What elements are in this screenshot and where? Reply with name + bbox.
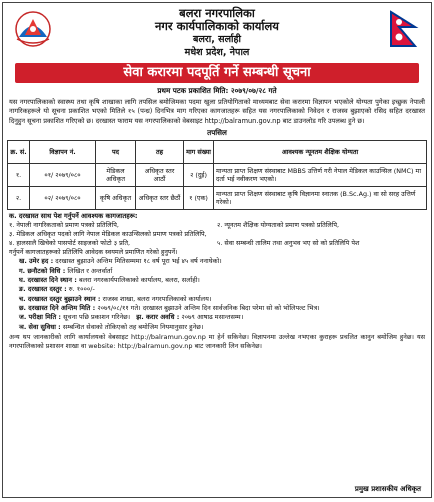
- term-item: [19, 257, 425, 266]
- notice-page: [2, 2, 432, 498]
- term-label: च. दरखास्त दस्तुर बुझाउने स्थान :: [19, 294, 101, 303]
- cell-ad-number: ०१/ २०७९/०८०: [30, 164, 96, 187]
- doc-item: ३. मेडिकल अधिकृत पदको लागि नेपाल मेडिकल काउन्सिलको प्रमाण पत्रको प्रतिलिपि,: [9, 230, 207, 239]
- table-row: [8, 187, 427, 210]
- col-serial: क्र. सं.: [8, 141, 30, 164]
- cell-demand: २ (दुई): [184, 164, 214, 187]
- nepal-emblem-icon: [11, 9, 55, 49]
- term-label: ग. छनौटको विधि :: [19, 266, 66, 275]
- vacancy-table: [7, 140, 427, 210]
- cell-level: अधिकृत स्तर आठौं: [136, 164, 184, 187]
- publication-date: प्रथम पटक प्रकाशित मिति: २०७९/०७/२८ गते: [157, 86, 277, 95]
- term-text: लिखित र अन्तर्वार्ता: [67, 266, 113, 275]
- term-label: ङ. दरखास्त दस्तुर :: [19, 285, 67, 294]
- footer-note: अन्य थप जानकारीको लागि कार्यालयको वेबसाइट http://balramun.gov.np मा हेर्न सकिनेछ। विज्ञापनमा उल्लेख नभएका कुराहरू प्रचलित कानुन बमोजिम हुनेछ। यस नगरपालिकाको प्रशासन शाखा वा website: http://balramun.gov.np बाट जानकारी लिन सकिनेछ।: [9, 332, 425, 350]
- doc-item: गर्नुपर्ने कागजातहरूको प्रतिलिपि आवेदक स्वयमले प्रमाणित गरेको हुनुपर्ने।: [9, 248, 178, 257]
- cell-demand: १ (एक): [184, 187, 214, 210]
- term-item: [19, 313, 425, 322]
- doc-item: ४. हालसालै खिचेको पासपोर्ट साइजको फोटो ३ प्रति,: [9, 239, 131, 248]
- documents-heading: क. दरखास्त साथ पेश गर्नुपर्ने आवश्यक कागजातहरू:: [9, 212, 138, 221]
- term-text: २०७९ आषाढ मसान्तसम्म।: [181, 313, 244, 322]
- term-label: छ. दरखास्त दिने अन्तिम मिति :: [19, 303, 96, 312]
- office-name: नगर कार्यपालिकाको कार्यालय: [155, 19, 279, 33]
- cell-qualification: मान्यता प्राप्त शिक्षण संस्थाबाट कृषि विज्ञानमा स्नातक (B.Sc.Ag.) वा सो सरह उत्तिर्ण गरेको।: [214, 187, 427, 210]
- term-label: ज. परीक्षा मिति :: [19, 313, 62, 322]
- table-title: तपसिल: [207, 128, 227, 138]
- term-item: [19, 295, 425, 304]
- term-label: ख. उमेर हद :: [19, 257, 54, 266]
- col-level: तह: [136, 141, 184, 164]
- term-item: [19, 276, 425, 285]
- table-row: [8, 164, 427, 187]
- term-text: सम्बन्धित सेवाको तोकिएको तह बमोजिम नियमानुसार हुनेछ।: [62, 322, 204, 331]
- office-location: बलरा, सर्लाही: [193, 34, 241, 45]
- term-text: सूचना पछि प्रकाशन गरिनेछ।: [63, 313, 131, 322]
- term-text: २०७९/०८/११ गते। दरखास्त बुझाउने अन्तिम दिन सार्वजनिक बिदा परेमा सो को भोलिपल्ट भित्र।: [97, 303, 320, 312]
- col-ad-number: विज्ञापन नं.: [30, 141, 96, 164]
- term-item: [19, 304, 425, 313]
- term-text: बलरा नगरकार्यपालिकाको कार्यालय, बलरा, सर्लाही।: [78, 276, 200, 285]
- documents-section: [3, 212, 431, 221]
- term-item: [19, 323, 425, 332]
- cell-serial: १.: [8, 164, 30, 187]
- terms-list: [3, 257, 431, 331]
- term-item: [19, 267, 425, 276]
- notice-title-banner: सेवा करारमा पदपूर्ति गर्ने सम्बन्धी सूचना: [15, 63, 419, 83]
- intro-paragraph: यस नगरपालिकाको स्वास्थ्य तथा कृषि शाखाका लागि तपसिल बमोजिमका पदमा खुला प्रतियोगिताको माध्यमबाट सेवा करारमा विज्ञापन भएकोले योग्यता पुगेका इच्छुक नेपाली नागरिकहरूले यो सूचना प्रकाशित भएको मितिले १५ (पन्ध्र) दिनभित्र माग गरिएका कागजातहरू सहित यस नगरपालिकाको निवेदन र राजस्व बुझाएको रसिद सहित दरखास्त दिनुहुन सूचना प्रकाशित गरिएको छ। दरखास्त फाराम यस नगरपालिकाको वेबसाइट http://balramun.gov.np बाट डाउनलोड गरि उपलब्ध हुने छ।: [9, 98, 425, 125]
- cell-post: मेडिकल अधिकृत: [96, 164, 136, 187]
- col-qualification: आवश्यक न्यूनतम शैक्षिक योग्यता: [214, 141, 427, 164]
- term-text: दरखास्त बुझाउने अन्तिम मितिसम्ममा १८ वर्ष पूरा भई ४५ वर्ष ननाघेको।: [55, 257, 222, 266]
- doc-item: १. नेपाली नागरिकताको प्रमाण पत्रको प्रतिलिपि,: [9, 221, 119, 230]
- term-text: रु. १०००/-: [68, 285, 95, 294]
- cell-qualification: मान्यता प्राप्त शिक्षण संस्थाबाट MBBS उत्तिर्ण गरी नेपाल मेडिकल काउन्सिल (NMC) मा दर्ता भई नवीकरण भएको।: [214, 164, 427, 187]
- cell-ad-number: ०२/ २०७९/०८०: [30, 187, 96, 210]
- term-label: ञ. सेवा सुविधा :: [19, 322, 61, 331]
- table-header-row: [8, 141, 427, 164]
- cell-level: अधिकृत स्तर छैठौं: [136, 187, 184, 210]
- nepal-flag-icon: [379, 9, 423, 49]
- municipality-name: बलरा नगरपालिका: [179, 6, 255, 20]
- term-label: झ. करार अवधि :: [136, 313, 180, 322]
- term-item: [19, 285, 425, 294]
- term-text: राजस्व शाखा, बलरा नगरपालिकाको कार्यालय।: [102, 294, 212, 303]
- doc-item: २. न्यूनतम शैक्षिक योग्यताको प्रमाण पत्रको प्रतिलिपि,: [217, 221, 340, 230]
- signatory-title: प्रमुख प्रशासकीय अधिकृत: [354, 485, 421, 493]
- province-country: मधेश प्रदेश, नेपाल: [184, 47, 250, 58]
- col-post: पद: [96, 141, 136, 164]
- cell-post: कृषि अधिकृत: [96, 187, 136, 210]
- doc-item: ५. सेवा सम्बन्धी तालिम तथा अनुभव भए सो को प्रतिलिपि पेश: [217, 239, 360, 248]
- col-demand: माग संख्या: [184, 141, 214, 164]
- office-header: [3, 3, 431, 59]
- cell-serial: २.: [8, 187, 30, 210]
- documents-list: [3, 221, 431, 257]
- term-label: घ. दरखास्त दिने स्थान :: [19, 276, 77, 285]
